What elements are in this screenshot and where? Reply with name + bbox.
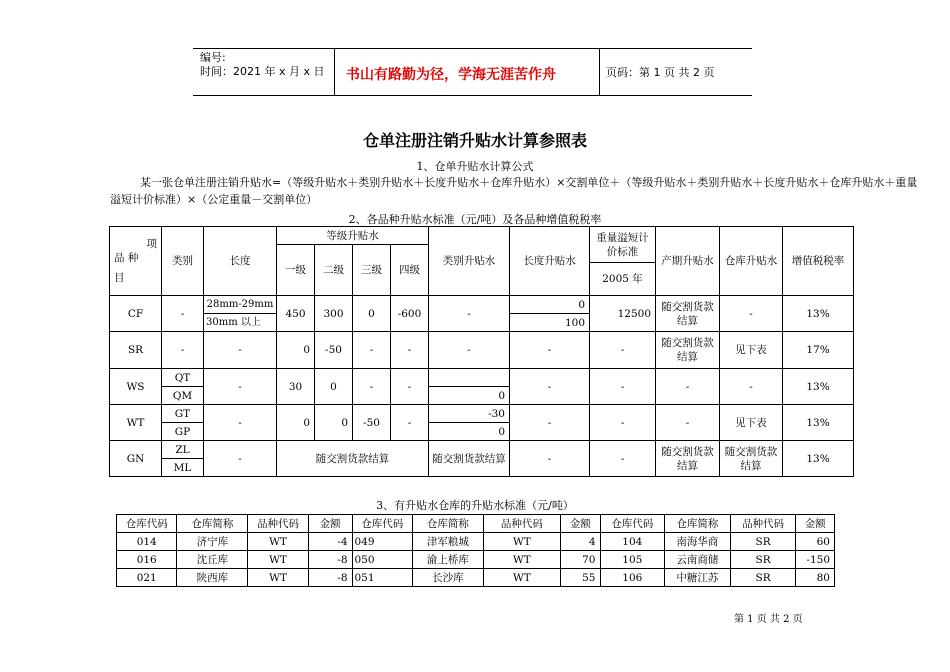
header-warehouse-name-1: 仓库简称 [177, 515, 248, 533]
grade1-header: 一级 [277, 245, 315, 296]
table-row [117, 551, 835, 569]
header-warehouse-code-1: 仓库代码 [117, 515, 177, 533]
sr-grade1: 0 [277, 332, 315, 369]
sr-grade4: - [391, 332, 429, 369]
cell-amount: 60 [796, 533, 835, 551]
sr-category-premium: - [429, 332, 510, 369]
gn-vat: 13% [783, 441, 854, 477]
cell-product: SR [730, 569, 796, 587]
cf-length-premium-2: 100 [510, 314, 590, 332]
motto-text: 书山有路勤为径，学海无涯苦作舟 [346, 67, 556, 83]
cell-name: 云南商储 [665, 551, 731, 569]
cf-weight-std: 12500 [590, 296, 656, 332]
cell-amount: 55 [560, 569, 600, 587]
cell-code: 050 [352, 551, 412, 569]
cell-product: SR [730, 533, 796, 551]
cell-amount: 70 [560, 551, 600, 569]
page-footer: 第 1 页 共 2 页 [734, 614, 803, 625]
ws-origin-premium: - [656, 369, 720, 405]
ws-category-premium-1 [429, 369, 510, 387]
item-header-top: 项 [146, 238, 157, 250]
cell-amount: 4 [560, 533, 600, 551]
gn-weight-std: - [590, 441, 656, 477]
gn-length: - [204, 441, 277, 477]
cell-name: 沈丘库 [177, 551, 248, 569]
cell-code: 104 [600, 533, 665, 551]
cf-length-1: 28mm-29mm [204, 296, 277, 314]
wt-warehouse-premium: 见下表 [720, 405, 783, 441]
cell-product: WT [483, 551, 560, 569]
ws-category-premium-2: 0 [429, 387, 510, 405]
wt-length: - [204, 405, 277, 441]
origin-premium-header: 产期升贴水 [656, 227, 720, 296]
cell-product: SR [730, 551, 796, 569]
item-header-bottom: 目 [114, 272, 125, 284]
gn-sub-1: ZL [162, 441, 204, 459]
cell-product: WT [483, 569, 560, 587]
doc-time-label: 时间：2021 年 x 月 x 日 [200, 65, 325, 78]
header-warehouse-name-2: 仓库简称 [412, 515, 483, 533]
cell-product: WT [248, 551, 308, 569]
formula-line-1: 某一张仓单注册注销升贴水=（等级升贴水＋类别升贴水＋长度升贴水＋仓库升贴水）×交割单位＋（等级升贴水＋类别升贴水＋长度升贴水＋仓库升贴水＋重量 [140, 176, 918, 189]
wt-origin-premium: - [656, 405, 720, 441]
ws-length-premium: - [510, 369, 590, 405]
header-divider-right [599, 49, 600, 95]
grade-group-header: 等级升贴水 [277, 227, 429, 245]
vat-header: 增值税税率 [783, 227, 854, 296]
sr-length: - [204, 332, 277, 369]
table-row [117, 533, 835, 551]
formula-line-2: 溢短计价标准）×（公定重量－交割单位） [110, 193, 318, 206]
wt-category-premium-2: 0 [429, 423, 510, 441]
cell-amount: 80 [796, 569, 835, 587]
cell-product: WT [248, 533, 308, 551]
header-amount-3: 金额 [796, 515, 835, 533]
header-amount-2: 金额 [560, 515, 600, 533]
wt-weight-std: - [590, 405, 656, 441]
cf-grade3: 0 [353, 296, 391, 332]
cell-code: 106 [600, 569, 665, 587]
cf-grade2: 300 [315, 296, 353, 332]
cf-code: CF [110, 296, 162, 332]
header-product-code-2: 品种代码 [483, 515, 560, 533]
wt-grade2: 0 [315, 405, 353, 441]
wt-category-premium-1: -30 [429, 405, 510, 423]
wt-grade3: -50 [353, 405, 391, 441]
cell-name: 陕西库 [177, 569, 248, 587]
category-header: 类别 [162, 227, 204, 296]
cell-name: 南海华商 [665, 533, 731, 551]
cell-code: 051 [352, 569, 412, 587]
page-title: 仓单注册注销升贴水计算参照表 [362, 131, 587, 150]
wt-vat: 13% [783, 405, 854, 441]
header-warehouse-name-3: 仓库简称 [665, 515, 731, 533]
cell-name: 济宁库 [177, 533, 248, 551]
sr-category: - [162, 332, 204, 369]
ws-vat: 13% [783, 369, 854, 405]
grade4-header: 四级 [391, 245, 429, 296]
cf-origin-premium: 随交割货款结算 [656, 296, 720, 332]
sr-origin-premium: 随交割货款结算 [656, 332, 720, 369]
cf-length-premium-1: 0 [510, 296, 590, 314]
wt-sub-1: GT [162, 405, 204, 423]
cell-amount: -8 [308, 551, 352, 569]
header-top-rule [193, 48, 752, 49]
sr-weight-std: - [590, 332, 656, 369]
gn-sub-2: ML [162, 459, 204, 477]
sr-grade3: - [353, 332, 391, 369]
cell-name: 津军粮城 [412, 533, 483, 551]
gn-warehouse-premium: 随交割货款结算 [720, 441, 783, 477]
sr-grade2: -50 [315, 332, 353, 369]
ws-grade1: 30 [277, 369, 315, 405]
sr-vat: 17% [783, 332, 854, 369]
page-indicator: 页码：第 1 页 共 2 页 [606, 66, 715, 79]
cell-code: 049 [352, 533, 412, 551]
cf-length-2: 30mm 以上 [204, 314, 277, 332]
ws-sub-2: QM [162, 387, 204, 405]
cell-code: 105 [600, 551, 665, 569]
weight-year-header: 2005 年 [590, 263, 656, 296]
section1-heading: 1、仓单升贴水计算公式 [416, 160, 534, 173]
header-warehouse-code-3: 仓库代码 [600, 515, 665, 533]
gn-grade-premium: 随交割货款结算 [277, 441, 429, 477]
cf-category-premium: - [429, 296, 510, 332]
ws-warehouse-premium: - [720, 369, 783, 405]
wt-length-premium: - [510, 405, 590, 441]
wt-code: WT [110, 405, 162, 441]
wt-grade1: 0 [277, 405, 315, 441]
cell-amount: -8 [308, 569, 352, 587]
wt-grade4: - [391, 405, 429, 441]
section3-heading: 3、有升贴水仓库的升贴水标准（元/吨） [376, 499, 574, 512]
ws-weight-std: - [590, 369, 656, 405]
cell-code: 016 [117, 551, 177, 569]
cell-name: 渝上桥库 [412, 551, 483, 569]
cf-vat: 13% [783, 296, 854, 332]
category-premium-header: 类别升贴水 [429, 227, 510, 296]
ws-grade4: - [391, 369, 429, 405]
premium-standard-table [109, 226, 854, 477]
cell-code: 014 [117, 533, 177, 551]
cell-amount: -150 [796, 551, 835, 569]
ws-length: - [204, 369, 277, 405]
cell-product: WT [248, 569, 308, 587]
ws-grade3: - [353, 369, 391, 405]
cell-code: 021 [117, 569, 177, 587]
sr-warehouse-premium: 见下表 [720, 332, 783, 369]
cell-product: WT [483, 533, 560, 551]
warehouse-header-row [117, 515, 835, 533]
header-product-code-1: 品种代码 [248, 515, 308, 533]
gn-length-premium: - [510, 441, 590, 477]
header-divider-left [334, 49, 335, 95]
gn-category-premium: 随交割货款结算 [429, 441, 510, 477]
length-premium-header: 长度升贴水 [510, 227, 590, 296]
table-row [117, 569, 835, 587]
gn-code: GN [110, 441, 162, 477]
sr-length-premium: - [510, 332, 590, 369]
ws-grade2: 0 [315, 369, 353, 405]
cell-name: 长沙库 [412, 569, 483, 587]
cell-name: 中糖江苏 [665, 569, 731, 587]
cf-grade1: 450 [277, 296, 315, 332]
length-header: 长度 [204, 227, 277, 296]
ws-code: WS [110, 369, 162, 405]
doc-number-label: 编号: [200, 51, 226, 64]
grade3-header: 三级 [353, 245, 391, 296]
sr-code: SR [110, 332, 162, 369]
wt-sub-2: GP [162, 423, 204, 441]
cf-grade4: -600 [391, 296, 429, 332]
section2-heading: 2、各品种升贴水标准（元/吨）及各品种增值税税率 [348, 213, 602, 226]
cell-amount: -4 [308, 533, 352, 551]
header-product-code-3: 品种代码 [730, 515, 796, 533]
weight-std-header: 重量溢短计价标准 [590, 227, 656, 263]
warehouse-premium-table [116, 514, 835, 587]
header-amount-1: 金额 [308, 515, 352, 533]
gn-origin-premium: 随交割货款结算 [656, 441, 720, 477]
warehouse-premium-header: 仓库升贴水 [720, 227, 783, 296]
cf-warehouse-premium: - [720, 296, 783, 332]
header-bottom-rule [193, 95, 752, 96]
ws-sub-1: QT [162, 369, 204, 387]
item-header-cell [110, 227, 162, 296]
item-header-mid: 品 种 [114, 252, 139, 264]
header-warehouse-code-2: 仓库代码 [352, 515, 412, 533]
cf-category: - [162, 296, 204, 332]
grade2-header: 二级 [315, 245, 353, 296]
